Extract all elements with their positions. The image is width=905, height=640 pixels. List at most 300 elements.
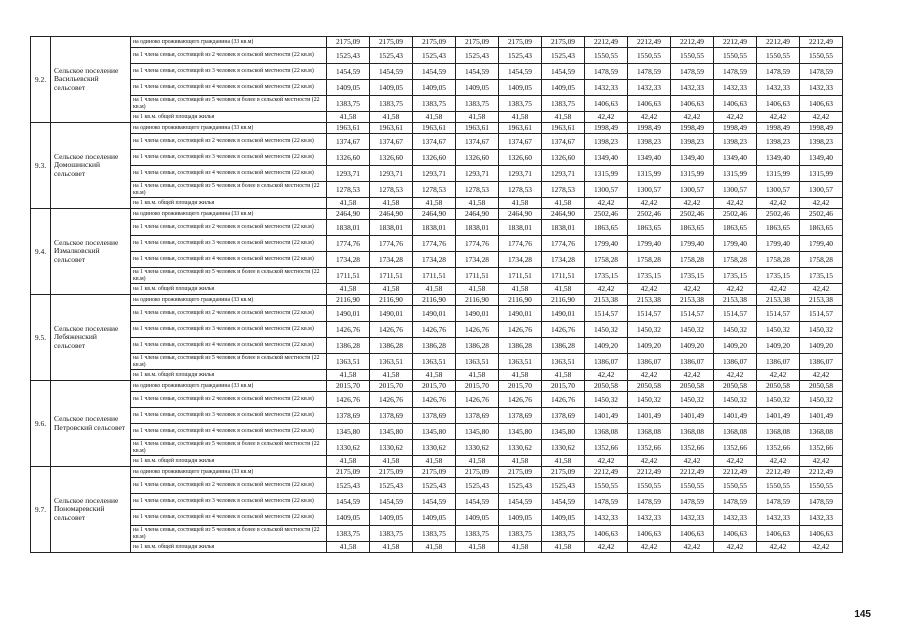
tariff-value: 42,42 [628,542,671,553]
tariff-value: 1454,59 [327,64,370,80]
tariff-value: 1454,59 [499,64,542,80]
tariff-value: 1300,57 [671,182,714,198]
tariff-value: 41,58 [370,198,413,209]
tariff-value: 1799,40 [671,236,714,252]
tariff-value: 1406,63 [800,96,843,112]
tariff-value: 1863,65 [714,220,757,236]
table-row [31,295,843,306]
table-row [31,392,843,408]
tariff-value: 41,58 [413,542,456,553]
tariff-value: 1478,59 [757,494,800,510]
tariff-value: 42,42 [714,112,757,123]
tariff-value: 1409,20 [671,338,714,354]
tariff-value: 2502,46 [628,209,671,220]
tariff-value: 1409,20 [714,338,757,354]
table-row [31,182,843,198]
tariff-value: 1550,55 [671,478,714,494]
tariff-value: 1490,01 [413,306,456,322]
settlement-name: Сельское поселение Лебяженский сельсовет [51,295,131,381]
table-row [31,198,843,209]
tariff-value: 1490,01 [327,306,370,322]
tariff-value: 1326,60 [542,150,585,166]
tariff-table [30,36,843,553]
category-label: на 1 члена семьи, состоящей из 5 человек и более в сельской местности (22 кв.м) [131,354,327,370]
tariff-value: 2050,58 [628,381,671,392]
tariff-value: 1386,07 [585,354,628,370]
tariff-value: 1426,76 [499,322,542,338]
section-number: 9.2. [31,37,51,123]
tariff-value: 1406,63 [671,526,714,542]
tariff-value: 1838,01 [327,220,370,236]
tariff-value: 1278,53 [327,182,370,198]
tariff-value: 1383,75 [542,96,585,112]
tariff-value: 41,58 [327,284,370,295]
tariff-value: 1345,80 [456,424,499,440]
tariff-value: 1383,75 [499,96,542,112]
tariff-value: 1409,05 [413,80,456,96]
tariff-value: 1386,28 [370,338,413,354]
tariff-value: 1406,63 [714,526,757,542]
tariff-value: 1368,08 [628,424,671,440]
tariff-value: 2212,49 [800,467,843,478]
tariff-value: 1963,61 [370,123,413,134]
tariff-value: 1963,61 [456,123,499,134]
tariff-value: 1799,40 [757,236,800,252]
tariff-value: 1352,66 [628,440,671,456]
tariff-value: 1514,57 [671,306,714,322]
tariff-value: 41,58 [413,198,456,209]
tariff-value: 1409,20 [628,338,671,354]
tariff-value: 1711,51 [413,268,456,284]
tariff-value: 1409,05 [370,510,413,526]
tariff-value: 1406,63 [628,526,671,542]
tariff-value: 42,42 [671,456,714,467]
tariff-value: 2464,90 [542,209,585,220]
tariff-value: 1293,71 [370,166,413,182]
tariff-value: 2153,38 [585,295,628,306]
tariff-value: 1426,76 [327,392,370,408]
tariff-value: 1454,59 [542,64,585,80]
tariff-value: 1838,01 [456,220,499,236]
tariff-value: 2153,38 [757,295,800,306]
tariff-value: 1426,76 [413,392,456,408]
tariff-value: 1330,62 [370,440,413,456]
category-label: на 1 кв.м. общей площади жилья [131,198,327,209]
tariff-value: 2464,90 [456,209,499,220]
tariff-value: 1454,59 [456,494,499,510]
tariff-value: 1406,63 [714,96,757,112]
tariff-value: 1398,23 [800,134,843,150]
table-row [31,381,843,392]
tariff-value: 1406,63 [628,96,671,112]
tariff-value: 1799,40 [714,236,757,252]
tariff-value: 1278,53 [499,182,542,198]
tariff-value: 1432,33 [671,80,714,96]
tariff-value: 1345,80 [370,424,413,440]
tariff-value: 1454,59 [542,494,585,510]
tariff-value: 2015,70 [413,381,456,392]
tariff-value: 1383,75 [327,526,370,542]
tariff-value: 1432,33 [628,80,671,96]
tariff-value: 42,42 [714,198,757,209]
category-label: на 1 кв.м. общей площади жилья [131,112,327,123]
tariff-value: 1454,59 [413,494,456,510]
tariff-value: 1799,40 [628,236,671,252]
category-label: на одиноко проживающего гражданина (33 кв.м) [131,123,327,134]
tariff-value: 1300,57 [714,182,757,198]
table-row [31,220,843,236]
tariff-value: 1406,63 [585,526,628,542]
tariff-value: 41,58 [499,542,542,553]
tariff-value: 1735,15 [714,268,757,284]
tariff-value: 1345,80 [542,424,585,440]
tariff-value: 1774,76 [456,236,499,252]
tariff-value: 1838,01 [370,220,413,236]
tariff-value: 1378,69 [413,408,456,424]
tariff-value: 1450,32 [800,322,843,338]
tariff-value: 1383,75 [456,526,499,542]
tariff-value: 2050,58 [714,381,757,392]
tariff-value: 1406,63 [671,96,714,112]
tariff-value: 2116,90 [499,295,542,306]
tariff-value: 2153,38 [800,295,843,306]
tariff-value: 1409,20 [585,338,628,354]
tariff-value: 1349,40 [714,150,757,166]
table-row [31,123,843,134]
tariff-value: 1363,51 [370,354,413,370]
tariff-value: 1711,51 [327,268,370,284]
tariff-value: 1315,99 [671,166,714,182]
tariff-value: 1454,59 [370,494,413,510]
tariff-value: 1758,28 [628,252,671,268]
tariff-value: 1383,75 [413,96,456,112]
tariff-value: 1963,61 [542,123,585,134]
tariff-value: 41,58 [542,456,585,467]
tariff-value: 1774,76 [370,236,413,252]
tariff-value: 1326,60 [456,150,499,166]
tariff-value: 42,42 [671,542,714,553]
tariff-value: 2212,49 [628,37,671,48]
tariff-value: 1550,55 [585,478,628,494]
tariff-value: 1368,08 [714,424,757,440]
category-label: на одиноко проживающего гражданина (33 кв.м) [131,467,327,478]
tariff-value: 1774,76 [542,236,585,252]
tariff-value: 2502,46 [800,209,843,220]
tariff-value: 1735,15 [585,268,628,284]
tariff-value: 1398,23 [585,134,628,150]
tariff-value: 41,58 [327,542,370,553]
tariff-value: 1450,32 [585,322,628,338]
tariff-value: 42,42 [800,284,843,295]
table-row [31,510,843,526]
tariff-value: 1454,59 [456,64,499,80]
tariff-value: 1352,66 [800,440,843,456]
tariff-value: 1409,05 [370,80,413,96]
tariff-value: 1326,60 [499,150,542,166]
tariff-value: 1315,99 [800,166,843,182]
table-row [31,48,843,64]
tariff-value: 1352,66 [585,440,628,456]
category-label: на 1 члена семьи, состоящей из 5 человек и более в сельской местности (22 кв.м) [131,268,327,284]
tariff-value: 1963,61 [327,123,370,134]
tariff-value: 2050,58 [800,381,843,392]
tariff-value: 41,58 [456,284,499,295]
tariff-value: 2175,09 [327,467,370,478]
table-row [31,112,843,123]
tariff-value: 1490,01 [542,306,585,322]
tariff-value: 1368,08 [757,424,800,440]
tariff-value: 2212,49 [585,467,628,478]
tariff-value: 2212,49 [714,467,757,478]
category-label: на 1 члена семьи, состоящей из 2 человек в сельской местности (22 кв.м) [131,478,327,494]
tariff-value: 1525,43 [542,48,585,64]
tariff-value: 1363,51 [456,354,499,370]
tariff-value: 2175,09 [542,467,585,478]
tariff-value: 2116,90 [456,295,499,306]
tariff-value: 1293,71 [413,166,456,182]
table-row [31,150,843,166]
category-label: на 1 члена семьи, состоящей из 2 человек в сельской местности (22 кв.м) [131,306,327,322]
category-label: на одиноко проживающего гражданина (33 кв.м) [131,209,327,220]
tariff-value: 1386,07 [628,354,671,370]
tariff-value: 1490,01 [370,306,413,322]
tariff-value: 1374,67 [370,134,413,150]
tariff-value: 1514,57 [714,306,757,322]
tariff-value: 42,42 [671,284,714,295]
tariff-value: 1998,49 [671,123,714,134]
tariff-value: 42,42 [714,284,757,295]
tariff-value: 41,58 [542,112,585,123]
tariff-value: 1799,40 [585,236,628,252]
category-label: на 1 члена семьи, состоящей из 4 человек в сельской местности (22 кв.м) [131,80,327,96]
tariff-value: 1432,33 [800,80,843,96]
tariff-value: 41,58 [456,542,499,553]
tariff-value: 1478,59 [628,494,671,510]
tariff-value: 1838,01 [499,220,542,236]
tariff-value: 1349,40 [800,150,843,166]
tariff-value: 2015,70 [456,381,499,392]
tariff-value: 41,58 [370,456,413,467]
category-label: на 1 члена семьи, состоящей из 5 человек и более в сельской местности (22 кв.м) [131,182,327,198]
table-row [31,408,843,424]
section-number: 9.6. [31,381,51,467]
tariff-value: 1525,43 [370,48,413,64]
tariff-value: 1278,53 [370,182,413,198]
tariff-value: 41,58 [413,456,456,467]
tariff-value: 41,58 [370,112,413,123]
tariff-value: 1450,32 [757,322,800,338]
tariff-value: 2175,09 [327,37,370,48]
tariff-value: 1426,76 [413,322,456,338]
tariff-value: 1550,55 [800,478,843,494]
tariff-value: 1345,80 [413,424,456,440]
tariff-value: 1450,32 [628,392,671,408]
tariff-value: 1426,76 [327,322,370,338]
tariff-value: 42,42 [628,284,671,295]
tariff-value: 1490,01 [456,306,499,322]
tariff-value: 1734,28 [542,252,585,268]
tariff-value: 2175,09 [499,467,542,478]
tariff-value: 1525,43 [413,478,456,494]
tariff-value: 1300,57 [757,182,800,198]
tariff-value: 41,58 [327,456,370,467]
tariff-value: 1386,07 [800,354,843,370]
category-label: на 1 члена семьи, состоящей из 3 человек в сельской местности (22 кв.м) [131,150,327,166]
tariff-value: 1525,43 [542,478,585,494]
tariff-value: 1450,32 [757,392,800,408]
tariff-value: 2015,70 [542,381,585,392]
tariff-value: 1450,32 [628,322,671,338]
tariff-value: 1363,51 [542,354,585,370]
tariff-value: 2502,46 [671,209,714,220]
tariff-value: 1383,75 [542,526,585,542]
tariff-value: 1368,08 [585,424,628,440]
tariff-value: 1490,01 [499,306,542,322]
tariff-value: 1838,01 [413,220,456,236]
tariff-value: 2212,49 [671,37,714,48]
tariff-value: 1454,59 [413,64,456,80]
tariff-value: 1386,07 [671,354,714,370]
tariff-value: 1293,71 [499,166,542,182]
tariff-value: 1432,33 [714,510,757,526]
table-row [31,424,843,440]
tariff-value: 2175,09 [413,37,456,48]
tariff-value: 41,58 [542,284,585,295]
tariff-value: 1349,40 [671,150,714,166]
tariff-value: 2464,90 [413,209,456,220]
tariff-value: 1550,55 [714,48,757,64]
tariff-value: 1330,62 [542,440,585,456]
tariff-value: 2502,46 [714,209,757,220]
tariff-value: 41,58 [499,456,542,467]
table-row [31,478,843,494]
tariff-value: 1386,07 [714,354,757,370]
tariff-value: 2116,90 [370,295,413,306]
tariff-value: 1774,76 [413,236,456,252]
tariff-value: 1432,33 [757,510,800,526]
table-row [31,526,843,542]
tariff-value: 1514,57 [800,306,843,322]
tariff-value: 1363,51 [499,354,542,370]
tariff-value: 1432,33 [628,510,671,526]
tariff-value: 1550,55 [628,48,671,64]
tariff-value: 1352,66 [714,440,757,456]
tariff-value: 1349,40 [757,150,800,166]
tariff-value: 1426,76 [542,392,585,408]
tariff-value: 1278,53 [456,182,499,198]
tariff-value: 1398,23 [671,134,714,150]
tariff-value: 41,58 [499,284,542,295]
tariff-value: 1409,05 [327,80,370,96]
tariff-value: 2212,49 [800,37,843,48]
tariff-value: 1278,53 [542,182,585,198]
tariff-value: 1863,65 [671,220,714,236]
tariff-value: 1550,55 [757,48,800,64]
tariff-value: 1758,28 [757,252,800,268]
table-row [31,37,843,48]
tariff-value: 1293,71 [456,166,499,182]
table-row [31,236,843,252]
table-row [31,134,843,150]
category-label: на 1 члена семьи, состоящей из 4 человек в сельской местности (22 кв.м) [131,252,327,268]
tariff-value: 1409,05 [499,80,542,96]
tariff-value: 41,58 [499,198,542,209]
tariff-value: 1525,43 [327,48,370,64]
tariff-value: 2175,09 [542,37,585,48]
tariff-value: 1998,49 [585,123,628,134]
tariff-value: 2212,49 [714,37,757,48]
category-label: на 1 члена семьи, состоящей из 5 человек и более в сельской местности (22 кв.м) [131,526,327,542]
settlement-name: Сельское поселение Петровский сельсовет [51,381,131,467]
tariff-value: 2212,49 [585,37,628,48]
tariff-value: 2175,09 [413,467,456,478]
tariff-value: 1735,15 [800,268,843,284]
category-label: на 1 члена семьи, состоящей из 4 человек в сельской местности (22 кв.м) [131,338,327,354]
tariff-value: 42,42 [800,542,843,553]
tariff-value: 42,42 [585,284,628,295]
table-row [31,80,843,96]
tariff-value: 42,42 [757,542,800,553]
tariff-value: 1478,59 [671,494,714,510]
tariff-value: 41,58 [542,542,585,553]
tariff-value: 41,58 [542,370,585,381]
tariff-value: 1711,51 [499,268,542,284]
tariff-value: 1799,40 [800,236,843,252]
tariff-value: 1432,33 [800,510,843,526]
tariff-value: 1326,60 [370,150,413,166]
tariff-value: 1550,55 [800,48,843,64]
tariff-value: 41,58 [413,284,456,295]
tariff-value: 2175,09 [370,467,413,478]
tariff-value: 1386,28 [542,338,585,354]
tariff-value: 1378,69 [499,408,542,424]
tariff-value: 2464,90 [327,209,370,220]
tariff-value: 2502,46 [585,209,628,220]
tariff-value: 1398,23 [714,134,757,150]
tariff-value: 1330,62 [327,440,370,456]
category-label: на одиноко проживающего гражданина (33 кв.м) [131,37,327,48]
tariff-value: 1432,33 [585,510,628,526]
tariff-value: 1409,05 [499,510,542,526]
tariff-value: 1450,32 [671,322,714,338]
tariff-value: 1525,43 [456,48,499,64]
tariff-value: 41,58 [327,370,370,381]
tariff-value: 1374,67 [413,134,456,150]
tariff-value: 1378,69 [370,408,413,424]
tariff-value: 41,58 [327,112,370,123]
tariff-value: 42,42 [585,456,628,467]
table-row [31,354,843,370]
tariff-value: 1711,51 [456,268,499,284]
tariff-value: 1478,59 [800,494,843,510]
tariff-value: 1401,49 [800,408,843,424]
tariff-value: 1863,65 [628,220,671,236]
table-row [31,494,843,510]
tariff-value: 2050,58 [585,381,628,392]
tariff-value: 2464,90 [499,209,542,220]
tariff-value: 1278,53 [413,182,456,198]
tariff-value: 41,58 [499,370,542,381]
section-number: 9.5. [31,295,51,381]
category-label: на 1 кв.м. общей площади жилья [131,370,327,381]
table-row [31,64,843,80]
tariff-value: 2015,70 [327,381,370,392]
tariff-value: 1478,59 [800,64,843,80]
tariff-value: 2116,90 [542,295,585,306]
tariff-value: 1374,67 [456,134,499,150]
tariff-value: 1734,28 [499,252,542,268]
tariff-value: 1450,32 [714,392,757,408]
